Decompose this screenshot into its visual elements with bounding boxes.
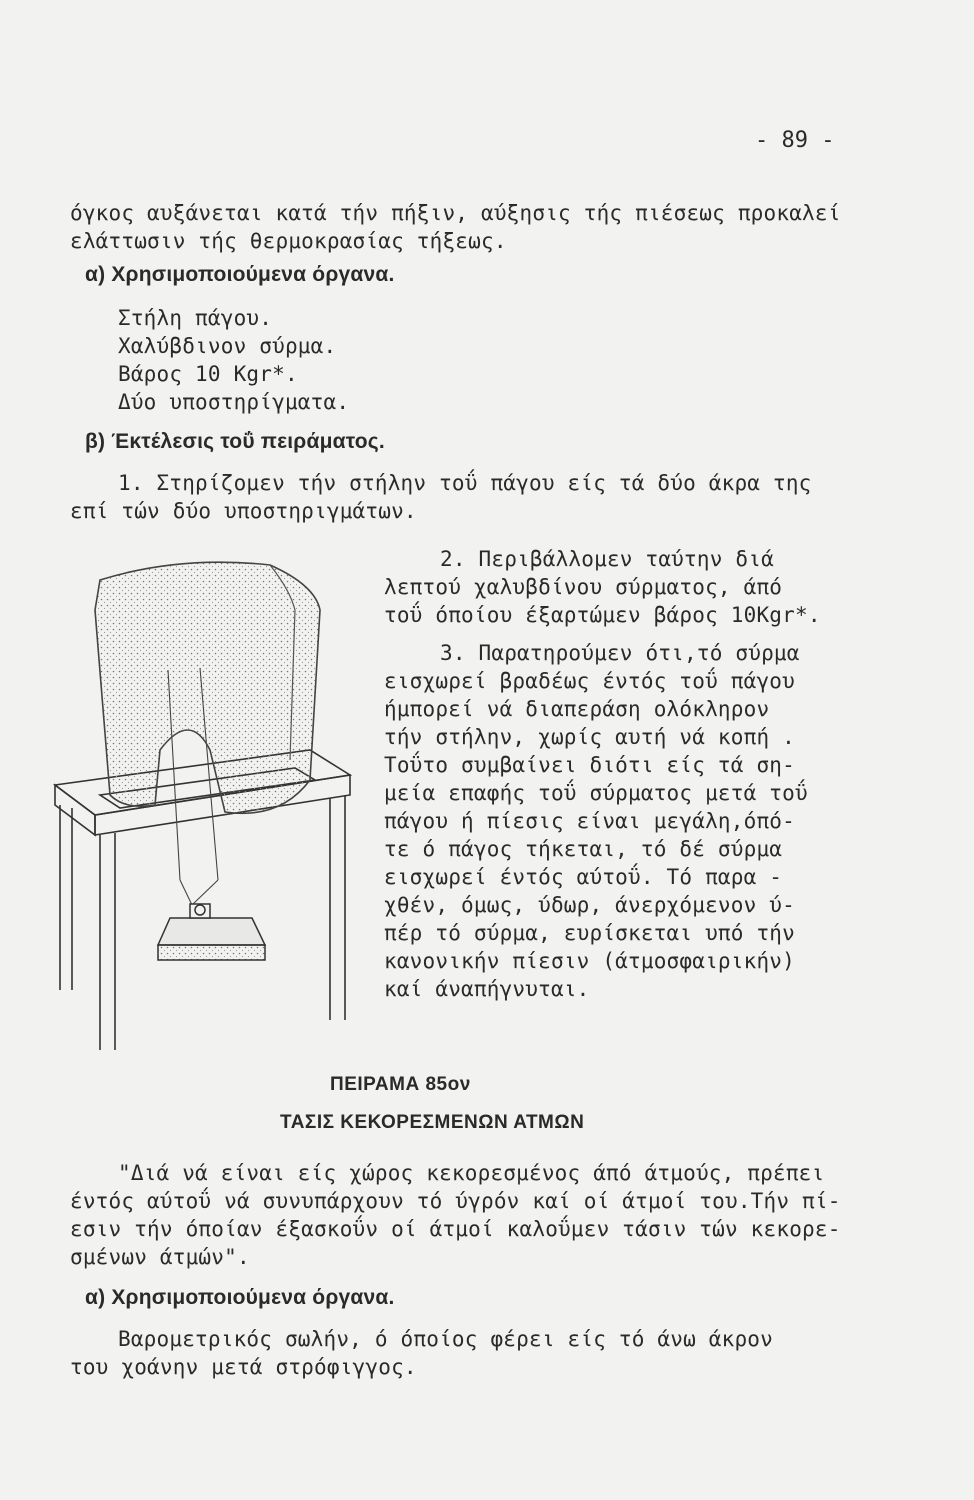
quote-line: σμένων άτμών". xyxy=(70,1245,250,1269)
step3-line: μεία επαφής τοΰ σύρματος μετά τοΰ xyxy=(384,781,808,805)
page-number: - 89 - xyxy=(755,128,835,153)
step3-line: Τοΰτο συμβαίνει διότι είς τά ση- xyxy=(384,753,795,777)
list-item: Βάρος 10 Kgr*. xyxy=(118,362,298,386)
ice-experiment-illustration xyxy=(40,550,370,1050)
intro-line-2: ελάττωσιν τής θερμοκρασίας τήξεως. xyxy=(70,229,507,253)
intro-line-1: όγκος αυξάνεται κατά τήν πήξιν, αύξησις τής πιέσεως προκαλεί xyxy=(70,201,841,225)
step3-line: 3. Παρατηρούμεν ότι,τό σύρμα xyxy=(440,641,800,665)
quote-line: έντός αύτοΰ νά συνυπάρχουν τό ύγρόν καί οί άτμοί του.Τήν πί- xyxy=(70,1189,841,1213)
step3-line: πάγου ή πίεσις είναι μεγάλη,όπό- xyxy=(384,809,795,833)
ice-column xyxy=(95,562,320,813)
step3-line: πέρ τό σύρμα, ευρίσκεται υπό τήν xyxy=(384,921,795,945)
list-item: Στήλη πάγου. xyxy=(118,306,273,330)
step2-line: τοΰ όποίου έξαρτώμεν βάρος 10Kgr*. xyxy=(384,603,821,627)
experiment-heading: α) Χρησιμοποιούμενα όργανα. xyxy=(85,1286,395,1309)
step1-line-2: επί τών δύο υποστηριγμάτων. xyxy=(70,499,417,523)
experiment-body-line: Βαρομετρικός σωλήν, ό όποίος φέρει είς τό άνω άκρον xyxy=(118,1327,773,1351)
step2-line: λεπτού χαλυβδίνου σύρματος, άπό xyxy=(384,575,783,599)
section-b-heading: β) Έκτέλεσις τοΰ πειράματος. xyxy=(85,430,385,453)
weight xyxy=(158,904,265,960)
experiment-subtitle: ΤΑΣΙΣ ΚΕΚΟΡΕΣΜΕΝΩΝ ΑΤΜΩΝ xyxy=(280,1112,585,1133)
step3-line: κανονικήν πίεσιν (άτμοσφαιρικήν) xyxy=(384,949,795,973)
list-item: Δύο υποστηρίγματα. xyxy=(118,390,350,414)
quote-line: "Διά νά είναι είς χώρος κεκορεσμένος άπό άτμούς, πρέπει xyxy=(118,1161,825,1185)
step3-line: ήμπορεί νά διαπεράση ολόκληρον xyxy=(384,697,770,721)
quote-line: εσιν τήν όποίαν έξασκοΰν οί άτμοί καλοΰμεν τάσιν τών κεκορε- xyxy=(70,1217,841,1241)
step3-line: τήν στήλην, χωρίς αυτή νά κοπή . xyxy=(384,725,795,749)
step3-line: τε ό πάγος τήκεται, τό δέ σύρμα xyxy=(384,837,783,861)
step1-line-1: 1. Στηρίζομεν τήν στήλην τοΰ πάγου είς τά δύο άκρα της xyxy=(118,471,812,495)
section-a-heading: α) Χρησιμοποιούμενα όργανα. xyxy=(85,263,395,286)
list-item: Χαλύβδινον σύρμα. xyxy=(118,334,337,358)
step2-line: 2. Περιβάλλομεν ταύτην διά xyxy=(440,547,774,571)
step3-line: εισχωρεί έντός αύτοΰ. Τό παρα - xyxy=(384,865,783,889)
experiment-body-line: του χοάνην μετά στρόφιγγος. xyxy=(70,1355,417,1379)
support-stand xyxy=(55,750,350,1050)
experiment-title: ΠΕΙΡΑΜΑ 85ον xyxy=(330,1074,471,1095)
step3-line: καί άναπήγνυται. xyxy=(384,977,590,1001)
step3-line: εισχωρεί βραδέως έντός τοΰ πάγου xyxy=(384,669,795,693)
step3-line: χθέν, όμως, ύδωρ, άνερχόμενον ύ- xyxy=(384,893,795,917)
